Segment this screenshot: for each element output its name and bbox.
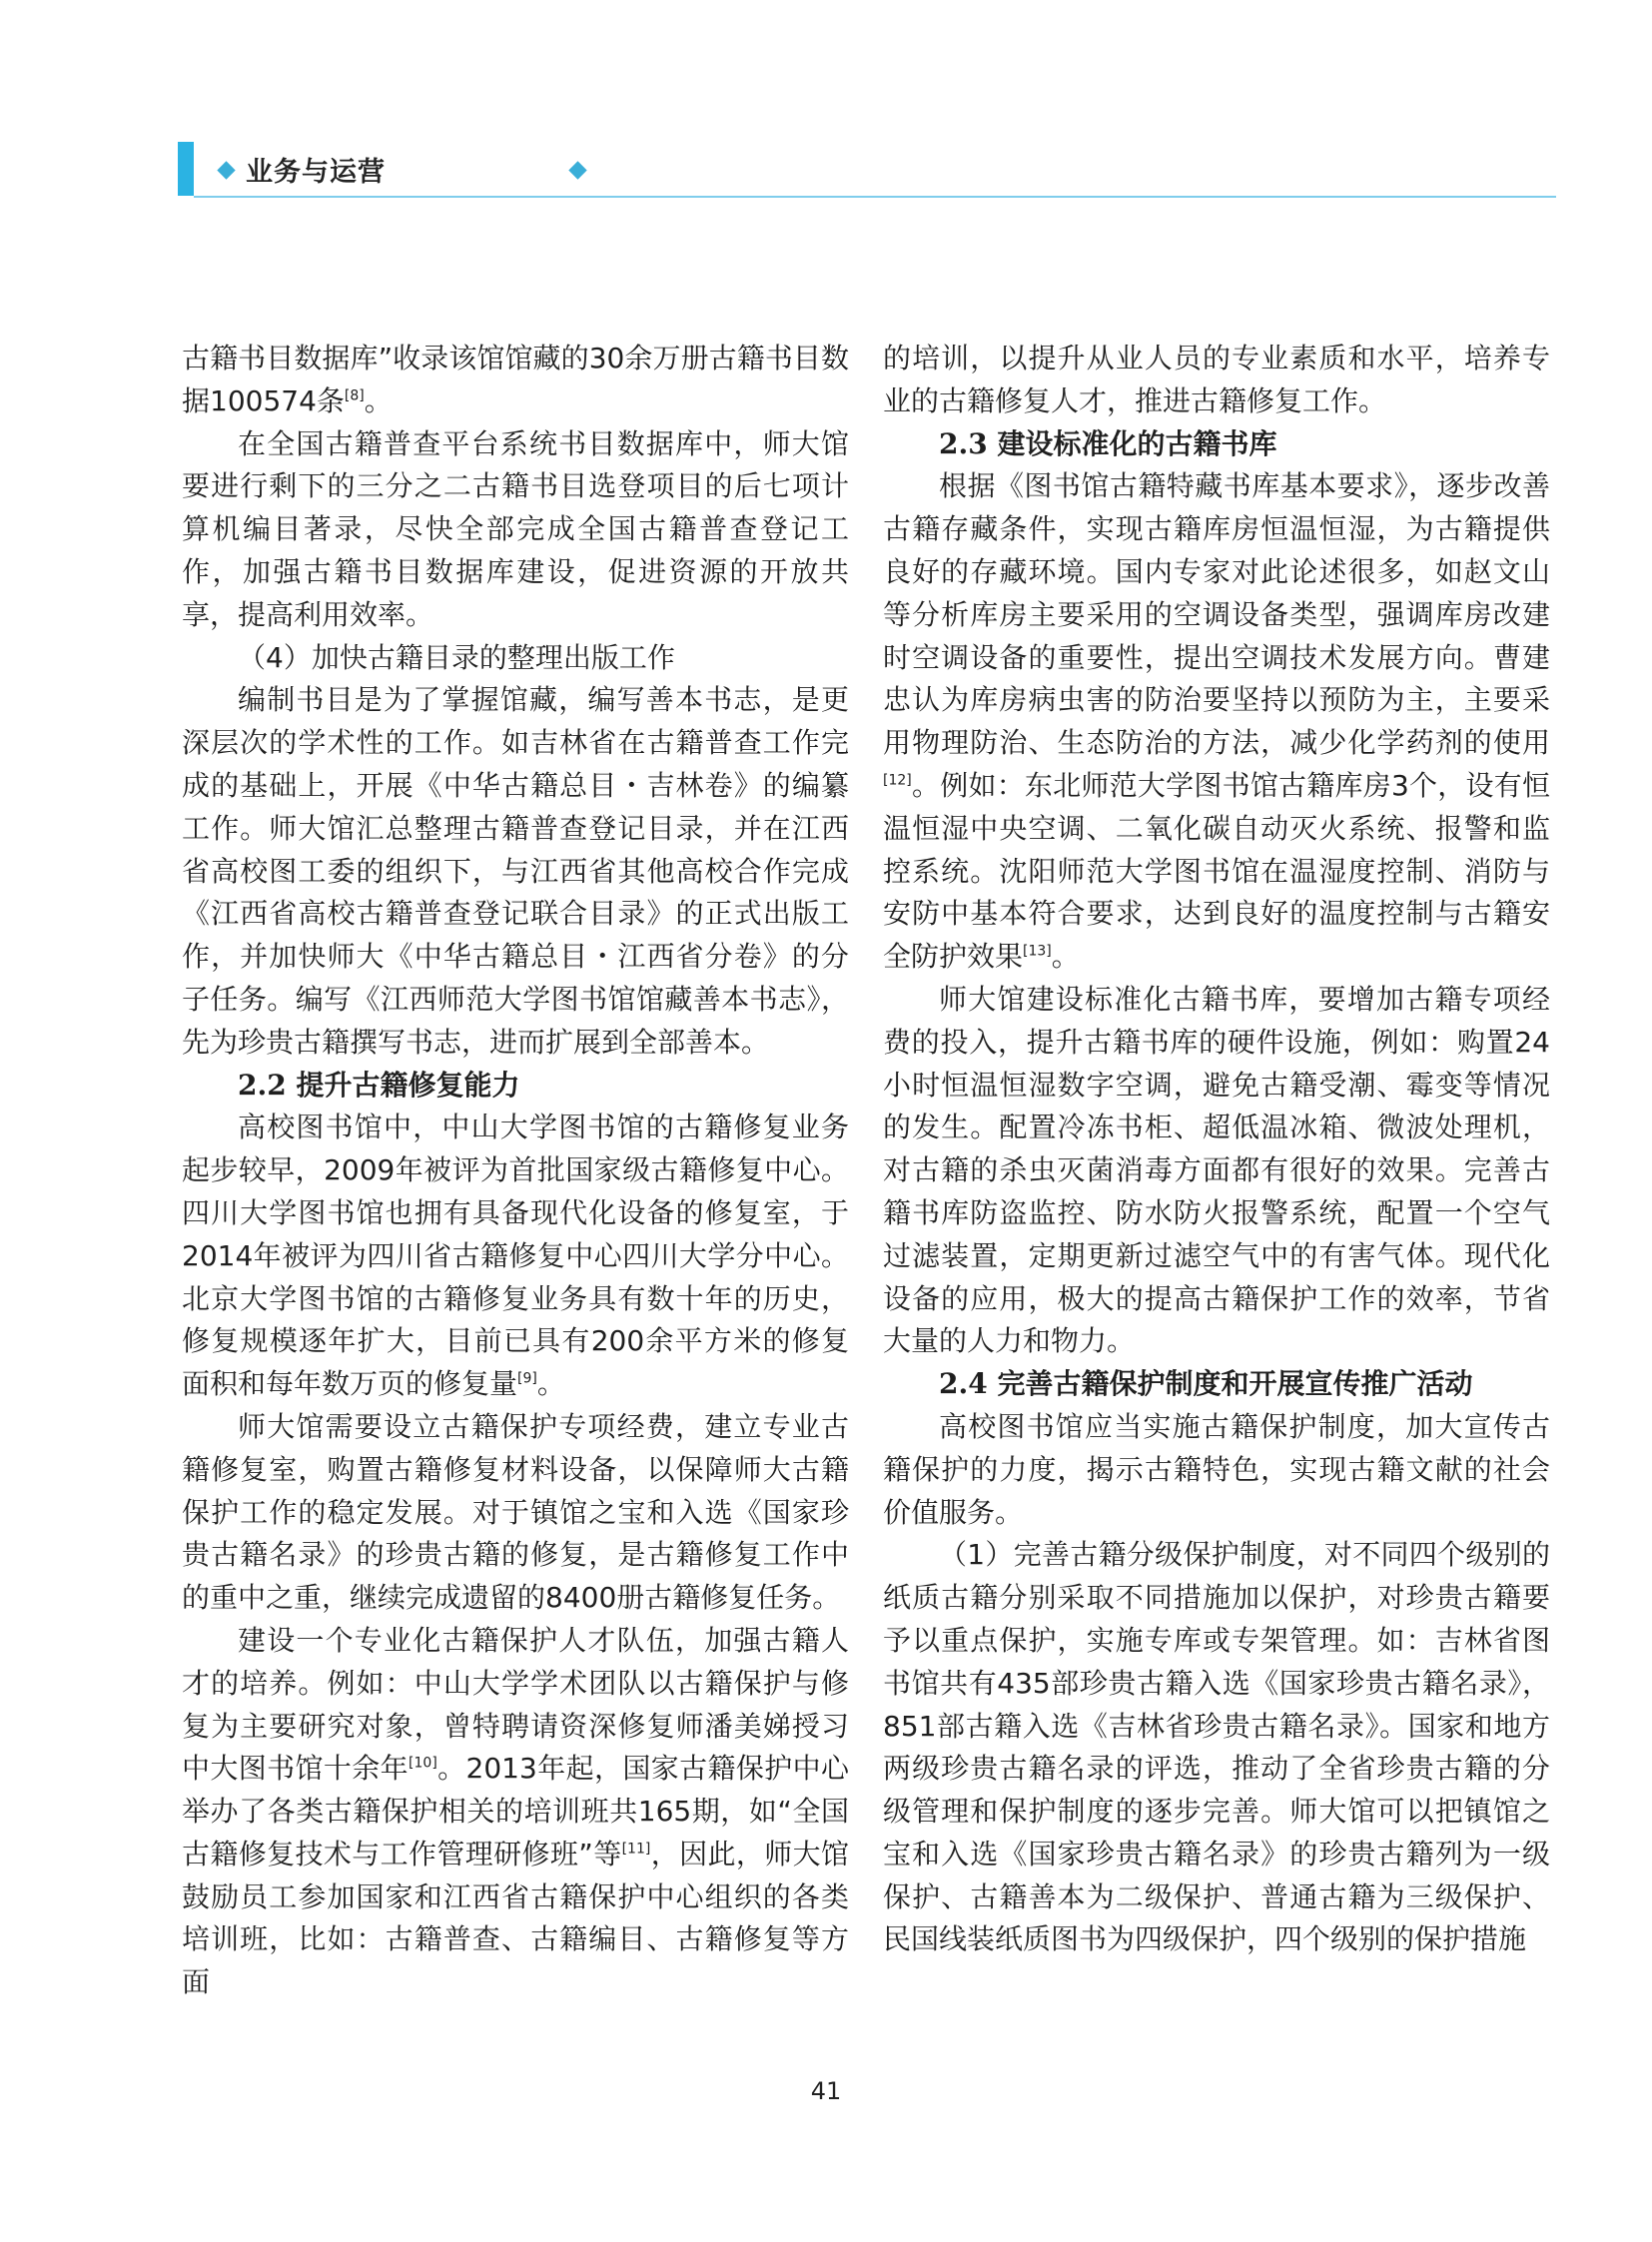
paragraph-text: 。 [364, 383, 393, 417]
right-column [883, 338, 1550, 1961]
paragraph-text: 高校图书馆中，中山大学图书馆的古籍修复业务起步较早，2009年被评为首批国家级古籍修复中心。四川大学图书馆也拥有具备现代化设备的修复室，于2014年被评为四川省古籍修复中心四川大学分中心。北京大学图书馆的古籍修复业务具有数十年的历史，修复规模逐年扩大，目前已具有200余平方米的修复面积和每年数万页的修复量 [182, 1111, 849, 1401]
citation-ref: [12] [883, 772, 912, 789]
paragraph-text: 。 [1051, 940, 1080, 974]
paragraph-text: 古籍书目数据库”收录该馆馆藏的30余万册古籍书目数据100574条 [182, 342, 849, 417]
body-paragraph [883, 1534, 1550, 1961]
section-title: 业务与运营 [246, 157, 386, 188]
section-header [178, 142, 1556, 198]
paragraph-text: 2.3 建设标准化的古籍书库 [939, 426, 1277, 460]
citation-ref: [11] [621, 1841, 651, 1858]
paragraph-text: 。 [536, 1367, 565, 1401]
paragraph-text: 根据《图书馆古籍特藏书库基本要求》，逐步改善古籍存藏条件，实现古籍库房恒温恒湿，为古籍提供良好的存藏环境。国内专家对此论述很多，如赵文山等分析库房主要采用的空调设备类型，强调库房改建时空调设备的重要性，提出空调技术发展方向。曹建忠认为库房病虫害的防治要坚持以预防为主，主要采用物理防治、生态防治的方法，减少化学药剂的使用 [883, 469, 1550, 760]
body-paragraph [182, 1406, 849, 1620]
header-accent-bar [178, 142, 194, 196]
paragraph-text: 师大馆建设标准化古籍书库，要增加古籍专项经费的投入，提升古籍书库的硬件设施，例如：购置24小时恒温恒湿数字空调，避免古籍受潮、霉变等情况的发生。配置冷冻书柜、超低温冰箱、微波处理机，对古籍的杀虫灭菌消毒方面都有很好的效果。完善古籍书库防盗监控、防水防火报警系统，配置一个空气过滤装置，定期更新过滤空气中的有害气体。现代化设备的应用，极大的提高古籍保护工作的效率，节省大量的人力和物力。 [883, 982, 1550, 1358]
citation-ref: [10] [409, 1755, 437, 1772]
section-heading [182, 1065, 849, 1108]
paragraph-text: 2.4 完善古籍保护制度和开展宣传推广活动 [939, 1367, 1473, 1401]
body-paragraph [883, 338, 1550, 423]
paragraph-text: 在全国古籍普查平台系统书目数据库中，师大馆要进行剩下的三分之二古籍书目选登项目的后七项计算机编目著录，尽快全部完成全国古籍普查登记工作，加强古籍书目数据库建设，促进资源的开放共享，提高利用效率。 [182, 426, 849, 631]
body-paragraph [182, 338, 849, 423]
citation-ref: [13] [1023, 943, 1052, 960]
left-column [182, 338, 849, 2004]
body-paragraph [182, 1620, 849, 2004]
paragraph-text: 。例如：东北师范大学图书馆古籍库房3个，设有恒温恒湿中央空调、二氧化碳自动灭火系统、报警和监控系统。沈阳师范大学图书馆在温湿度控制、消防与安防中基本符合要求，达到良好的温度控制与古籍安全防护效果 [883, 768, 1550, 974]
body-paragraph [182, 1107, 849, 1406]
paragraph-text: 高校图书馆应当实施古籍保护制度，加大宣传古籍保护的力度，揭示古籍特色，实现古籍文献的社会价值服务。 [883, 1409, 1550, 1529]
body-paragraph [883, 979, 1550, 1363]
paragraph-text: 师大馆需要设立古籍保护专项经费，建立专业古籍修复室，购置古籍修复材料设备，以保障师大古籍保护工作的稳定发展。对于镇馆之宝和入选《国家珍贵古籍名录》的珍贵古籍的修复，是古籍修复工作中的重中之重，继续完成遗留的8400册古籍修复任务。 [182, 1409, 849, 1615]
body-paragraph [182, 637, 849, 680]
body-paragraph [883, 1406, 1550, 1534]
header-rule [194, 196, 1556, 198]
paragraph-text: 的培训，以提升从业人员的专业素质和水平，培养专业的古籍修复人才，推进古籍修复工作。 [883, 342, 1550, 417]
paragraph-text: 2.2 提升古籍修复能力 [238, 1068, 520, 1102]
paragraph-text: 编制书目是为了掌握馆藏，编写善本书志，是更深层次的学术性的工作。如吉林省在古籍普查工作完成的基础上，开展《中华古籍总目・吉林卷》的编纂工作。师大馆汇总整理古籍普查登记目录，并在江西省高校图工委的组织下，与江西省其他高校合作完成《江西省高校古籍普查登记联合目录》的正式出版工作，并加快师大《中华古籍总目・江西省分卷》的分子任务。编写《江西师范大学图书馆馆藏善本书志》，先为珍贵古籍撰写书志，进而扩展到全部善本。 [182, 683, 849, 1059]
paragraph-text: （1）完善古籍分级保护制度，对不同四个级别的纸质古籍分别采取不同措施加以保护，对珍贵古籍要予以重点保护，实施专库或专架管理。如：吉林省图书馆共有435部珍贵古籍入选《国家珍贵古籍名录》，851部古籍入选《吉林省珍贵古籍名录》。国家和地方两级珍贵古籍名录的评选，推动了全省珍贵古籍的分级管理和保护制度的逐步完善。师大馆可以把镇馆之宝和入选《国家珍贵古籍名录》的珍贵古籍列为一级保护、古籍善本为二级保护、普通古籍为三级保护、民国线装纸质图书为四级保护，四个级别的保护措施 [883, 1538, 1550, 1956]
paragraph-text: （4）加快古籍目录的整理出版工作 [238, 640, 675, 674]
body-paragraph [883, 465, 1550, 979]
citation-ref: [8] [344, 387, 365, 404]
paragraph-text: 建设一个专业化古籍保护人才队伍，加强古籍人才的培养。例如：中山大学学术团队以古籍保护与修复为主要研究对象，曾特聘请资深修复师潘美娣授习中大图书馆十余年 [182, 1623, 849, 1786]
diamond-left-icon [217, 161, 235, 179]
paragraph-text: ，因此，师大馆鼓励员工参加国家和江西省古籍保护中心组织的各类培训班，比如：古籍普查、古籍编目、古籍修复等方面 [182, 1837, 849, 1999]
page-number: 41 [810, 2077, 842, 2105]
citation-ref: [9] [517, 1370, 537, 1387]
paragraph-text: 。2013年起，国家古籍保护中心举办了各类古籍保护相关的培训班共165期，如“全国古籍修复技术与工作管理研修班”等 [182, 1752, 849, 1870]
section-heading [883, 423, 1550, 466]
body-paragraph [182, 423, 849, 637]
diamond-right-icon [568, 161, 586, 179]
body-paragraph [182, 679, 849, 1064]
section-heading [883, 1363, 1550, 1406]
